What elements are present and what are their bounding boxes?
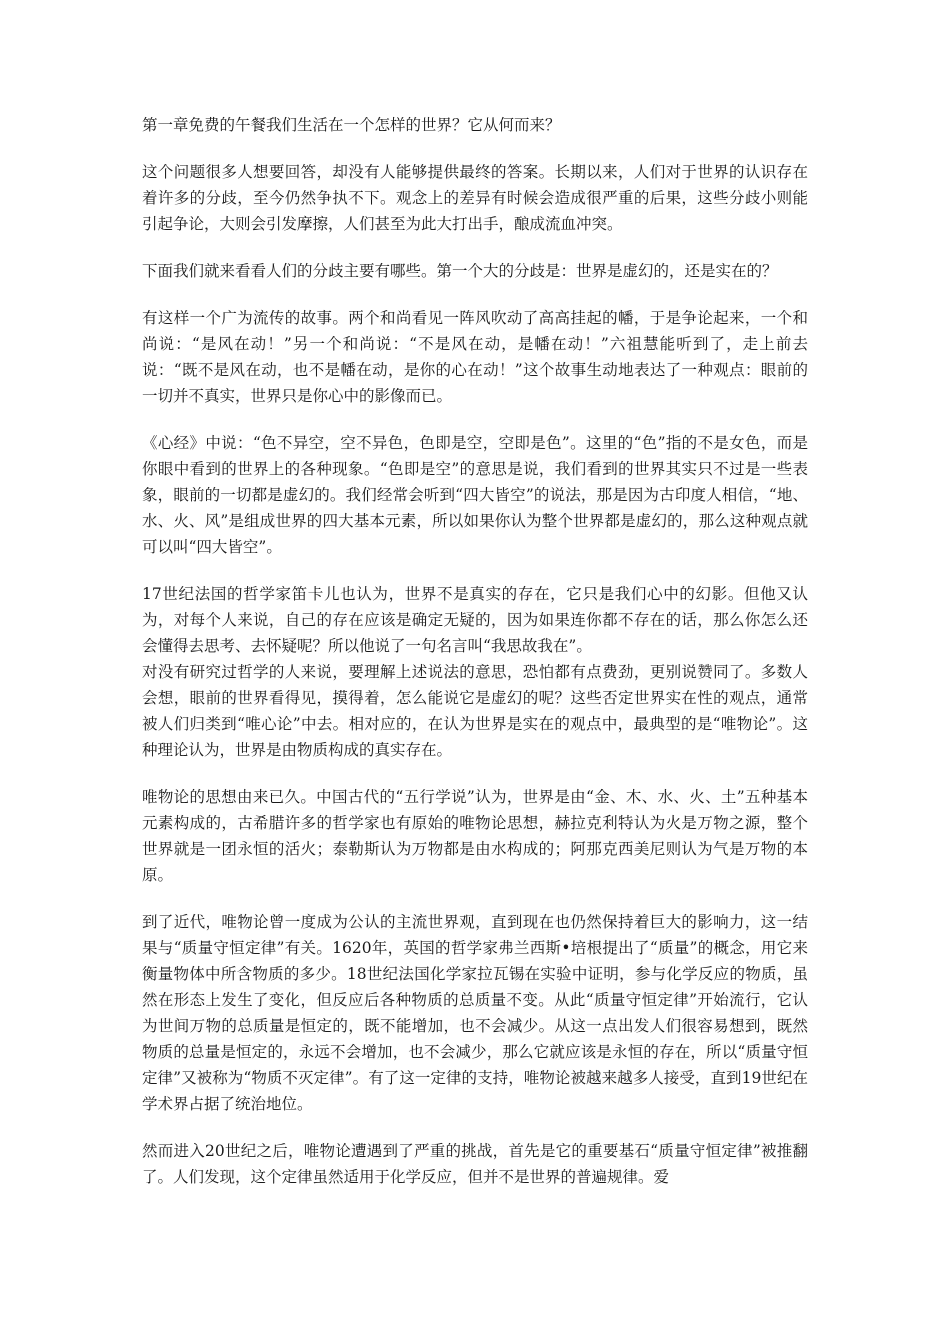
paragraph-7: 唯物论的思想由来已久。中国古代的“五行学说”认为，世界是由“金、木、水、火、土”五种基本元素构成的，古希腊许多的哲学家也有原始的唯物论思想，赫拉克利特认为火是万物之源，整个世界就是一团永恒的活火；泰勒斯认为万物都是由水构成的；阿那克西美尼则认为气是万物的本原。 — [142, 788, 808, 884]
paragraph-8: 到了近代，唯物论曾一度成为公认的主流世界观，直到现在也仍然保持着巨大的影响力，这一结果与“质量守恒定律”有关。1620年，英国的哲学家弗兰西斯•培根提出了“质量”的概念，用它来衡量物体中所含物质的多少。18世纪法国化学家拉瓦锡在实验中证明，参与化学反应的物质，虽然在形态上发生了变化，但反应后各种物质的总质量不变。从此“质量守恒定律”开始流行，它认为世间万物的总质量是恒定的，既不能增加，也不会减少。从这一点出发人们很容易想到，既然物质的总量是恒定的，永远不会增加，也不会减少，那么它就应该是永恒的存在，所以“质量守恒定律”又被称为“物质不灭定律”。有了这一定律的支持，唯物论被越来越多人接受，直到19世纪在学术界占据了统治地位。 — [142, 913, 808, 1113]
paragraph-5: 17世纪法国的哲学家笛卡儿也认为，世界不是真实的存在，它只是我们心中的幻影。但他又认为，对每个人来说，自己的存在应该是确定无疑的，因为如果连你都不存在的话，那么你怎么还会懂得去思考、去怀疑呢？所以他说了一句名言叫“我思故我在”。 — [142, 585, 808, 655]
paragraph-6: 对没有研究过哲学的人来说，要理解上述说法的意思，恐怕都有点费劲，更别说赞同了。多数人会想，眼前的世界看得见，摸得着，怎么能说它是虚幻的呢？这些否定世界实在性的观点，通常被人们归类到“唯心论”中去。相对应的，在认为世界是实在的观点中，最典型的是“唯物论”。这种理论认为，世界是由物质构成的真实存在。 — [142, 663, 808, 759]
paragraph-4: 《心经》中说：“色不异空，空不异色，色即是空，空即是色”。这里的“色”指的不是女色，而是你眼中看到的世界上的各种现象。“色即是空”的意思是说，我们看到的世界其实只不过是一些表象，眼前的一切都是虚幻的。我们经常会听到“四大皆空”的说法，那是因为古印度人相信，“地、水、火、风”是组成世界的四大基本元素，所以如果你认为整个世界都是虚幻的，那么这种观点就可以叫“四大皆空”。 — [142, 434, 808, 556]
paragraph-3: 有这样一个广为流传的故事。两个和尚看见一阵风吹动了高高挂起的幡，于是争论起来，一个和尚说：“是风在动！”另一个和尚说：“不是风在动，是幡在动！”六祖慧能听到了，走上前去说：“既不是风在动，也不是幡在动，是你的心在动！”这个故事生动地表达了一种观点：眼前的一切并不真实，世界只是你心中的影像而已。 — [142, 309, 808, 405]
paragraph-2: 下面我们就来看看人们的分歧主要有哪些。第一个大的分歧是：世界是虚幻的，还是实在的？ — [142, 262, 778, 280]
document-page — [142, 112, 808, 1211]
paragraph-9: 然而进入20世纪之后，唯物论遭遇到了严重的挑战，首先是它的重要基石“质量守恒定律”被推翻了。人们发现，这个定律虽然适用于化学反应，但并不是世界的普遍规律。爱 — [142, 1142, 808, 1186]
chapter-title: 第一章免费的午餐我们生活在一个怎样的世界？它从何而来？ — [142, 116, 561, 134]
paragraph-1: 这个问题很多人想要回答，却没有人能够提供最终的答案。长期以来，人们对于世界的认识存在着许多的分歧，至今仍然争执不下。观念上的差异有时候会造成很严重的后果，这些分歧小则能引起争论，大则会引发摩擦，人们甚至为此大打出手，酿成流血冲突。 — [142, 163, 808, 233]
